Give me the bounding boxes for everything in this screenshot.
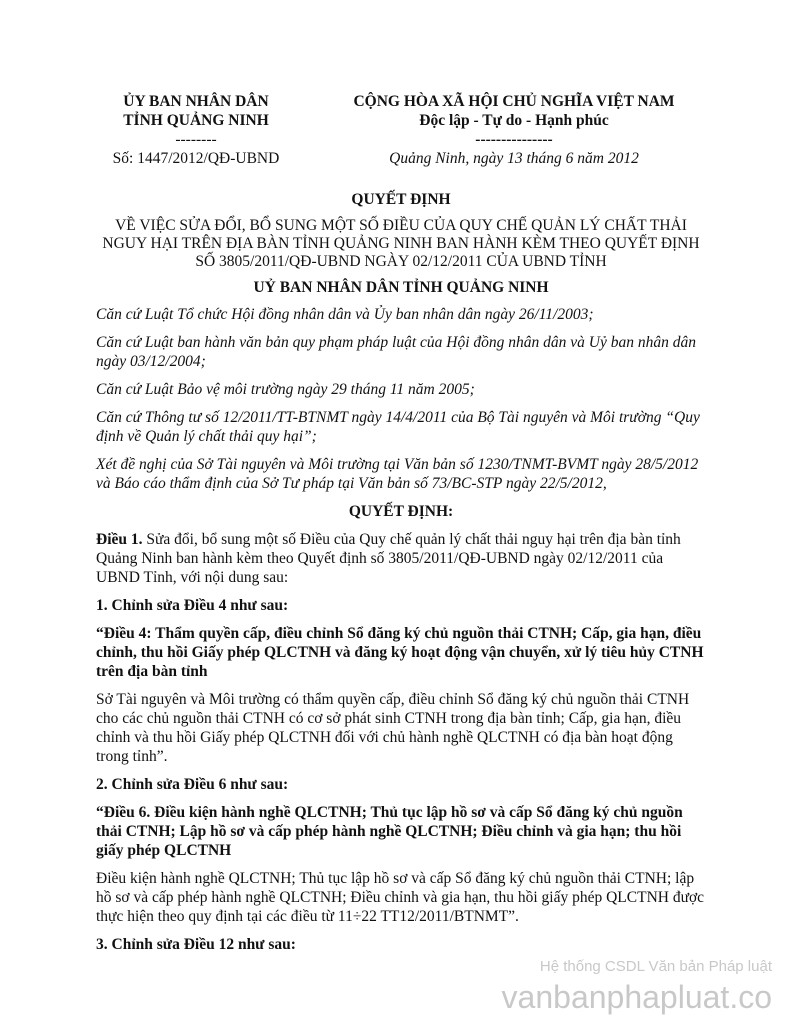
legal-basis-2: Căn cứ Luật ban hành văn bản quy phạm pháp luật của Hội đồng nhân dân và Uỷ ban nhân dân ngày 03/12/2004; [96,334,696,370]
issuer-separator: -------- [175,131,217,148]
article-1 [96,530,706,587]
item-1-body: Sở Tài nguyên và Môi trường có thẩm quyền cấp, điều chỉnh Sổ đăng ký chủ nguồn thải CTNH cho các chủ nguồn thải CTNH có cơ sở phát sinh CTNH trong địa bàn tỉnh; Cấp, gia hạn, điều chỉnh và thu hồi Giấy phép QLCTNH đối với chủ hành nghề QLCTNH có địa bàn hoạt động trong tỉnh”. [96,691,690,765]
watermark-domain: vanbanphapluat.co [501,979,772,1015]
document-number: Số: 1447/2012/QĐ-UBND [112,150,280,167]
national-motto: Độc lập - Tự do - Hạnh phúc [419,112,609,129]
legal-basis-4: Căn cứ Thông tư số 12/2011/TT-BTNMT ngày 14/4/2011 của Bộ Tài nguyên và Môi trường “Quy định về Quản lý chất thải quy hại”; [96,409,700,445]
document-title: QUYẾT ĐỊNH [351,191,451,208]
item-2-body: Điều kiện hành nghề QLCTNH; Thủ tục lập hồ sơ và cấp Sổ đăng ký chủ nguồn thải CTNH; lập hồ sơ và cấp phép hành nghề QLCTNH; Điều chỉnh và gia hạn, thu hồi giấy phép QLCTNH được thực hiện theo quy định tại các điều từ 11÷22 TT12/2011/BTNMT”. [96,870,705,925]
item-2-heading: 2. Chỉnh sửa Điều 6 như sau: [96,776,289,793]
issuer-block [96,92,296,168]
national-heading-block [284,92,744,168]
legal-basis-3: Căn cứ Luật Bảo vệ môi trường ngày 29 tháng 11 năm 2005; [96,381,475,398]
legal-basis-1: Căn cứ Luật Tổ chức Hội đồng nhân dân và Ủy ban nhân dân ngày 26/11/2003; [96,306,594,323]
item-1-title: “Điều 4: Thẩm quyền cấp, điều chỉnh Sổ đăng ký chủ nguồn thải CTNH; Cấp, gia hạn, điều chỉnh, thu hồi Giấy phép QLCTNH và đăng ký hoạt động vận chuyển, xử lý tiêu hủy CTNH trên địa bàn tỉnh [96,625,704,680]
document-subtitle: VỀ VIỆC SỬA ĐỔI, BỔ SUNG MỘT SỐ ĐIỀU CỦA QUY CHẾ QUẢN LÝ CHẤT THẢI NGUY HẠI TRÊN ĐỊA BÀN TỈNH QUẢNG NINH BAN HÀNH KÈM THEO QUYẾT ĐỊNH SỐ 3805/2011/QĐ-UBND NGÀY 02/12/2011 CỦA UBND TỈNH [102,217,700,270]
legal-basis-5: Xét đề nghị của Sở Tài nguyên và Môi trường tại Văn bản số 1230/TNMT-BVMT ngày 28/5/2012 và Báo cáo thẩm định của Sở Tư pháp tại Văn bản số 73/BC-STP ngày 22/5/2012, [96,456,699,492]
site-watermark [502,958,772,1016]
article-1-label: Điều 1. [96,531,143,548]
issuer-line-2: TỈNH QUẢNG NINH [123,112,269,129]
national-title: CỘNG HÒA XÃ HỘI CHỦ NGHĨA VIỆT NAM [353,93,675,110]
decision-heading: QUYẾT ĐỊNH: [348,503,454,520]
issue-date: Quảng Ninh, ngày 13 tháng 6 năm 2012 [389,150,639,167]
issuing-authority: UỶ BAN NHÂN DÂN TỈNH QUẢNG NINH [253,279,549,296]
watermark-tagline: Hệ thống CSDL Văn bản Pháp luật [539,958,772,975]
item-1-heading: 1. Chỉnh sửa Điều 4 như sau: [96,597,289,614]
issuer-line-1: ỦY BAN NHÂN DÂN [123,93,269,110]
article-1-text: Sửa đổi, bổ sung một số Điều của Quy chế quản lý chất thải nguy hại trên địa bàn tỉnh Quảng Ninh ban hành kèm theo Quyết định số 3805/2011/QĐ-UBND ngày 02/12/2011 của UBND Tỉnh, với nội dung sau: [96,531,681,586]
motto-separator: --------------- [475,131,553,148]
item-2-title: “Điều 6. Điều kiện hành nghề QLCTNH; Thủ tục lập hồ sơ và cấp Sổ đăng ký chủ nguồn thải CTNH; Lập hồ sơ và cấp phép hành nghề QLCTNH; Điều chỉnh và gia hạn; thu hồi giấy phép QLCTNH [96,804,683,859]
item-3-heading: 3. Chỉnh sửa Điều 12 như sau: [96,936,296,953]
document-body [96,190,706,954]
